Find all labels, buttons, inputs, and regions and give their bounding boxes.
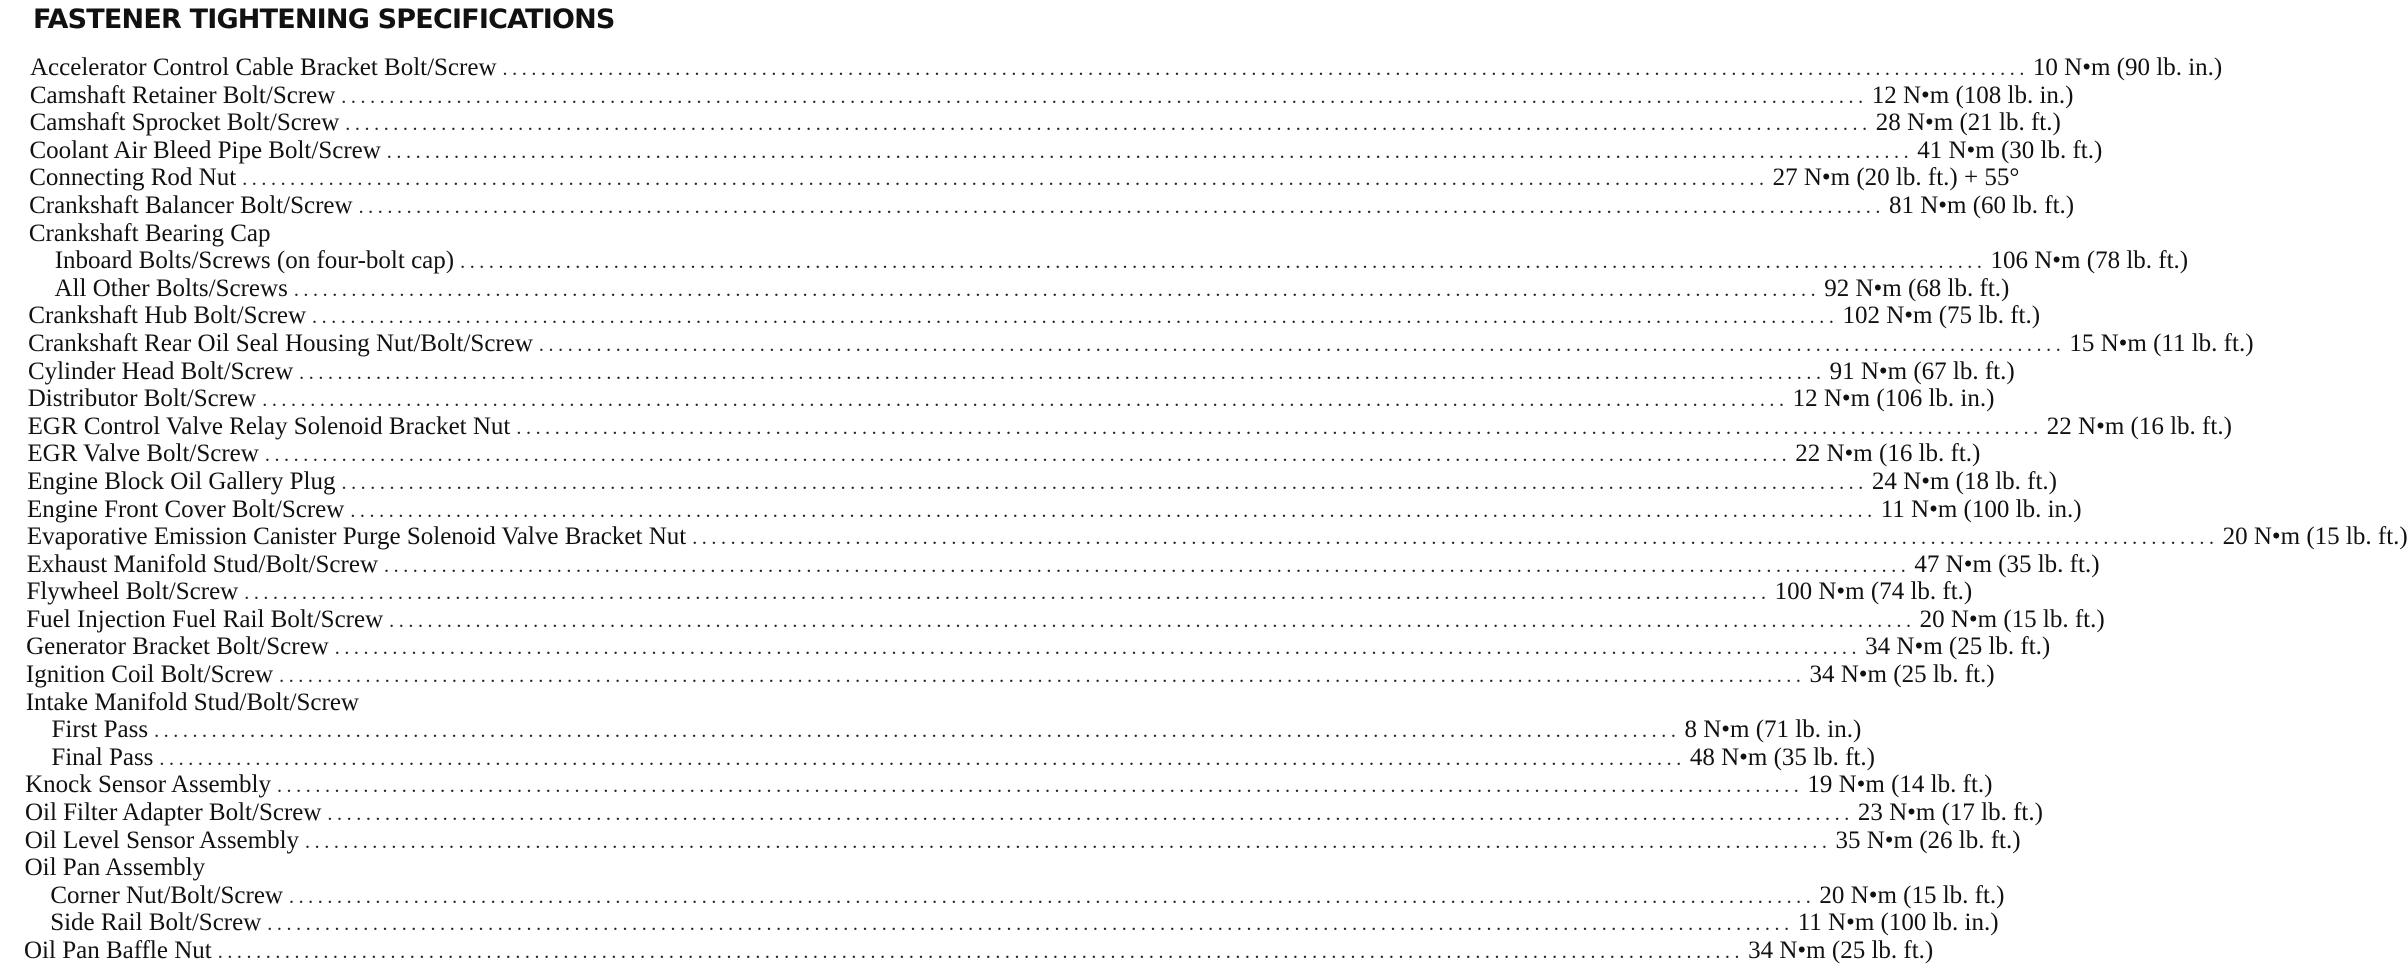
spec-list (0, 54, 2408, 965)
spec-row-content (24, 881, 2005, 912)
spec-row-content (24, 826, 2021, 857)
dot-leader: ............................................................................................................................................................... (276, 775, 1804, 798)
torque-value: 81 N•m (60 lb. ft.) (1888, 191, 2075, 219)
spec-row-content (27, 385, 1995, 415)
dot-leader: ............................................................................................................................................................... (460, 251, 1987, 274)
spec-label: Camshaft Sprocket Bolt/Screw (29, 109, 340, 137)
spec-label: Oil Filter Adapter Bolt/Screw (24, 799, 322, 827)
torque-value: 41 N•m (30 lb. ft.) (1917, 136, 2103, 164)
spec-label: Exhaust Manifold Stud/Bolt/Screw (26, 550, 378, 578)
spec-row (0, 357, 2015, 386)
spec-row (0, 81, 2074, 110)
spec-label: All Other Bolts/Screws (54, 274, 288, 302)
torque-value: 91 N•m (67 lb. ft.) (1829, 357, 2015, 385)
spec-label: Knock Sensor Assembly (25, 771, 271, 799)
spec-row-content (29, 274, 2010, 305)
torque-value: 100 N•m (74 lb. ft.) (1774, 578, 1973, 606)
spec-row-content (30, 54, 2223, 84)
spec-row (0, 302, 2041, 330)
spec-label: EGR Valve Bolt/Screw (27, 440, 259, 468)
spec-row-content (27, 412, 2232, 443)
spec-label: Corner Nut/Bolt/Screw (50, 881, 283, 909)
spec-label: Accelerator Control Cable Bracket Bolt/Screw (30, 54, 497, 81)
spec-row (0, 412, 2232, 441)
page-title: FASTENER TIGHTENING SPECIFICATIONS (33, 4, 615, 35)
spec-row-content (27, 495, 2082, 526)
torque-value: 20 N•m (15 lb. ft.) (1819, 881, 2005, 909)
spec-label: Engine Block Oil Gallery Plug (27, 467, 336, 495)
torque-value: 34 N•m (25 lb. ft.) (1748, 937, 1934, 964)
spec-label: Generator Bracket Bolt/Screw (26, 633, 329, 661)
spec-row (0, 550, 2100, 579)
spec-label: Crankshaft Hub Bolt/Screw (28, 302, 307, 330)
spec-row (0, 385, 1995, 413)
torque-value: 20 N•m (15 lb. ft.) (2222, 523, 2408, 551)
spec-row-content (26, 716, 1862, 746)
dot-leader: ............................................................................................................................................................... (279, 665, 1806, 688)
torque-value: 106 N•m (78 lb. ft.) (1990, 247, 2189, 275)
dot-leader: ............................................................................................................................................................... (299, 361, 1826, 384)
spec-row-content (27, 467, 2058, 498)
spec-row (0, 523, 2408, 551)
torque-value: 92 N•m (68 lb. ft.) (1824, 274, 2010, 302)
dot-leader: ............................................................................................................................................................... (305, 830, 1832, 853)
spec-row (0, 605, 2105, 634)
torque-value: 12 N•m (106 lb. in.) (1792, 385, 1995, 413)
torque-value: 22 N•m (16 lb. ft.) (1795, 440, 1981, 468)
torque-value: 12 N•m (108 lb. in.) (1871, 81, 2074, 109)
spec-row-content (24, 909, 1999, 939)
spec-row-content (25, 854, 1253, 882)
spec-row (0, 661, 1995, 689)
spec-row (0, 881, 2005, 910)
torque-value: 11 N•m (100 lb. in.) (1880, 495, 2082, 523)
torque-value: 48 N•m (35 lb. ft.) (1689, 743, 1875, 771)
spec-row-content (29, 164, 2020, 194)
spec-label: Oil Pan Assembly (24, 854, 206, 882)
dot-leader: ............................................................................................................................................................... (288, 885, 1816, 908)
spec-label: Side Rail Bolt/Screw (50, 909, 262, 937)
spec-row (0, 109, 2061, 137)
dot-leader: ............................................................................................................................................................... (262, 389, 1789, 412)
spec-label: Oil Level Sensor Assembly (24, 826, 300, 854)
spec-row-content (26, 550, 2100, 581)
spec-row (0, 826, 2021, 855)
spec-row-content (28, 329, 2254, 360)
spec-row (0, 799, 2043, 827)
spec-row-content (26, 633, 2051, 663)
dot-leader: ............................................................................................................................................................... (386, 140, 1914, 163)
torque-value: 35 N•m (26 lb. ft.) (1835, 826, 2021, 854)
spec-row-content (29, 191, 2075, 222)
spec-label: Distributor Bolt/Screw (27, 385, 257, 413)
dot-leader: ............................................................................................................................................................... (293, 278, 1821, 301)
spec-row-content (29, 81, 2074, 112)
spec-label: Camshaft Retainer Bolt/Screw (29, 81, 336, 109)
dot-leader: ............................................................................................................................................................... (327, 803, 1854, 826)
dot-leader: ............................................................................................................................................................... (159, 747, 1686, 770)
torque-value: 20 N•m (15 lb. ft.) (1919, 605, 2105, 633)
torque-value: 15 N•m (11 lb. ft.) (2069, 329, 2254, 357)
spec-row (0, 440, 1981, 468)
spec-row (0, 329, 2254, 358)
spec-row-content (29, 247, 2189, 277)
dot-leader: ............................................................................................................................................................... (502, 58, 2029, 80)
spec-row-content (29, 109, 2061, 139)
spec-row (0, 467, 2058, 496)
spec-label: Ignition Coil Bolt/Screw (25, 661, 274, 689)
spec-label: Oil Pan Baffle Nut (24, 937, 212, 964)
spec-row-content (26, 689, 1254, 717)
spec-row (0, 274, 2010, 303)
spec-label: Coolant Air Bleed Pipe Bolt/Screw (29, 136, 381, 164)
spec-row-content (25, 743, 1875, 774)
spec-row-content (28, 302, 2041, 332)
spec-row-content (24, 937, 1934, 967)
dot-leader: ............................................................................................................................................................... (242, 168, 1769, 191)
spec-group-heading (0, 689, 1280, 717)
spec-row (0, 633, 2051, 661)
spec-row-content (27, 357, 2015, 388)
torque-value: 23 N•m (17 lb. ft.) (1857, 799, 2043, 827)
spec-row-content (25, 661, 1995, 691)
spec-group-heading (0, 854, 1280, 882)
spec-row (0, 495, 2082, 524)
dot-leader: ............................................................................................................................................................... (264, 444, 1792, 467)
dot-leader: ............................................................................................................................................................... (516, 416, 2043, 439)
torque-value: 19 N•m (14 lb. ft.) (1807, 771, 1993, 799)
dot-leader: ............................................................................................................................................................... (692, 527, 2219, 550)
dot-leader: ............................................................................................................................................................... (389, 609, 1916, 632)
dot-leader: ............................................................................................................................................................... (350, 499, 1877, 522)
spec-label: Crankshaft Bearing Cap (28, 219, 271, 247)
spec-row (0, 164, 2020, 192)
dot-leader: ............................................................................................................................................................... (244, 582, 1771, 605)
spec-label: Crankshaft Rear Oil Seal Housing Nut/Bolt/Screw (28, 329, 533, 357)
spec-label: Fuel Injection Fuel Rail Bolt/Screw (26, 605, 384, 633)
spec-row (0, 54, 2223, 82)
spec-label: EGR Control Valve Relay Solenoid Bracket Nut (27, 412, 511, 440)
spec-row-content (29, 220, 1258, 248)
spec-group-heading (0, 220, 1280, 248)
spec-row (0, 716, 1862, 744)
spec-row (0, 937, 1934, 965)
torque-value: 28 N•m (21 lb. ft.) (1875, 109, 2061, 137)
spec-row (0, 578, 1973, 606)
torque-value: 47 N•m (35 lb. ft.) (1914, 550, 2100, 578)
spec-label: Flywheel Bolt/Screw (26, 578, 239, 606)
spec-label: Intake Manifold Stud/Bolt/Screw (25, 688, 359, 716)
spec-label: Cylinder Head Bolt/Screw (27, 357, 294, 385)
spec-label: Final Pass (51, 743, 154, 771)
spec-row (0, 191, 2075, 220)
spec-label: Crankshaft Balancer Bolt/Screw (29, 191, 353, 219)
dot-leader: ............................................................................................................................................................... (341, 85, 1868, 108)
torque-value: 34 N•m (25 lb. ft.) (1865, 633, 2051, 661)
torque-value: 22 N•m (16 lb. ft.) (2046, 412, 2232, 440)
torque-value: 8 N•m (71 lb. in.) (1684, 716, 1862, 744)
spec-row-content (26, 523, 2408, 553)
torque-value: 27 N•m (20 lb. ft.) + 55° (1772, 164, 2020, 192)
dot-leader: ............................................................................................................................................................... (267, 913, 1794, 936)
dot-leader: ............................................................................................................................................................... (154, 720, 1681, 743)
torque-value: 34 N•m (25 lb. ft.) (1809, 661, 1995, 689)
spec-row (0, 909, 1999, 937)
spec-row (0, 743, 1875, 772)
dot-leader: ............................................................................................................................................................... (538, 333, 2066, 356)
dot-leader: ............................................................................................................................................................... (334, 637, 1862, 660)
spec-row-content (26, 578, 1973, 608)
dot-leader: ............................................................................................................................................................... (341, 471, 1868, 494)
torque-value: 24 N•m (18 lb. ft.) (1871, 467, 2058, 495)
spec-row (0, 136, 2103, 165)
spec-label: Engine Front Cover Bolt/Screw (27, 495, 345, 523)
dot-leader: ............................................................................................................................................................... (312, 306, 1839, 329)
spec-label: Connecting Rod Nut (29, 164, 237, 192)
spec-label: First Pass (51, 716, 149, 744)
spec-row (0, 247, 2189, 275)
spec-label: Evaporative Emission Canister Purge Solenoid Valve Bracket Nut (26, 523, 687, 551)
spec-row-content (29, 136, 2103, 167)
torque-value: 102 N•m (75 lb. ft.) (1842, 302, 2041, 330)
dot-leader: ............................................................................................................................................................... (345, 113, 1872, 136)
spec-row-content (27, 440, 1981, 470)
dot-leader: ............................................................................................................................................................... (217, 941, 1745, 963)
dot-leader: ............................................................................................................................................................... (358, 195, 1885, 218)
spec-row-content (25, 771, 1993, 801)
spec-row-content (24, 799, 2043, 829)
spec-label: Inboard Bolts/Screws (on four-bolt cap) (54, 247, 455, 275)
spec-row-content (26, 605, 2105, 636)
torque-value: 10 N•m (90 lb. in.) (2032, 54, 2223, 81)
spec-row (0, 771, 1993, 799)
torque-value: 11 N•m (100 lb. in.) (1797, 909, 1999, 937)
dot-leader: ............................................................................................................................................................... (384, 554, 1911, 577)
